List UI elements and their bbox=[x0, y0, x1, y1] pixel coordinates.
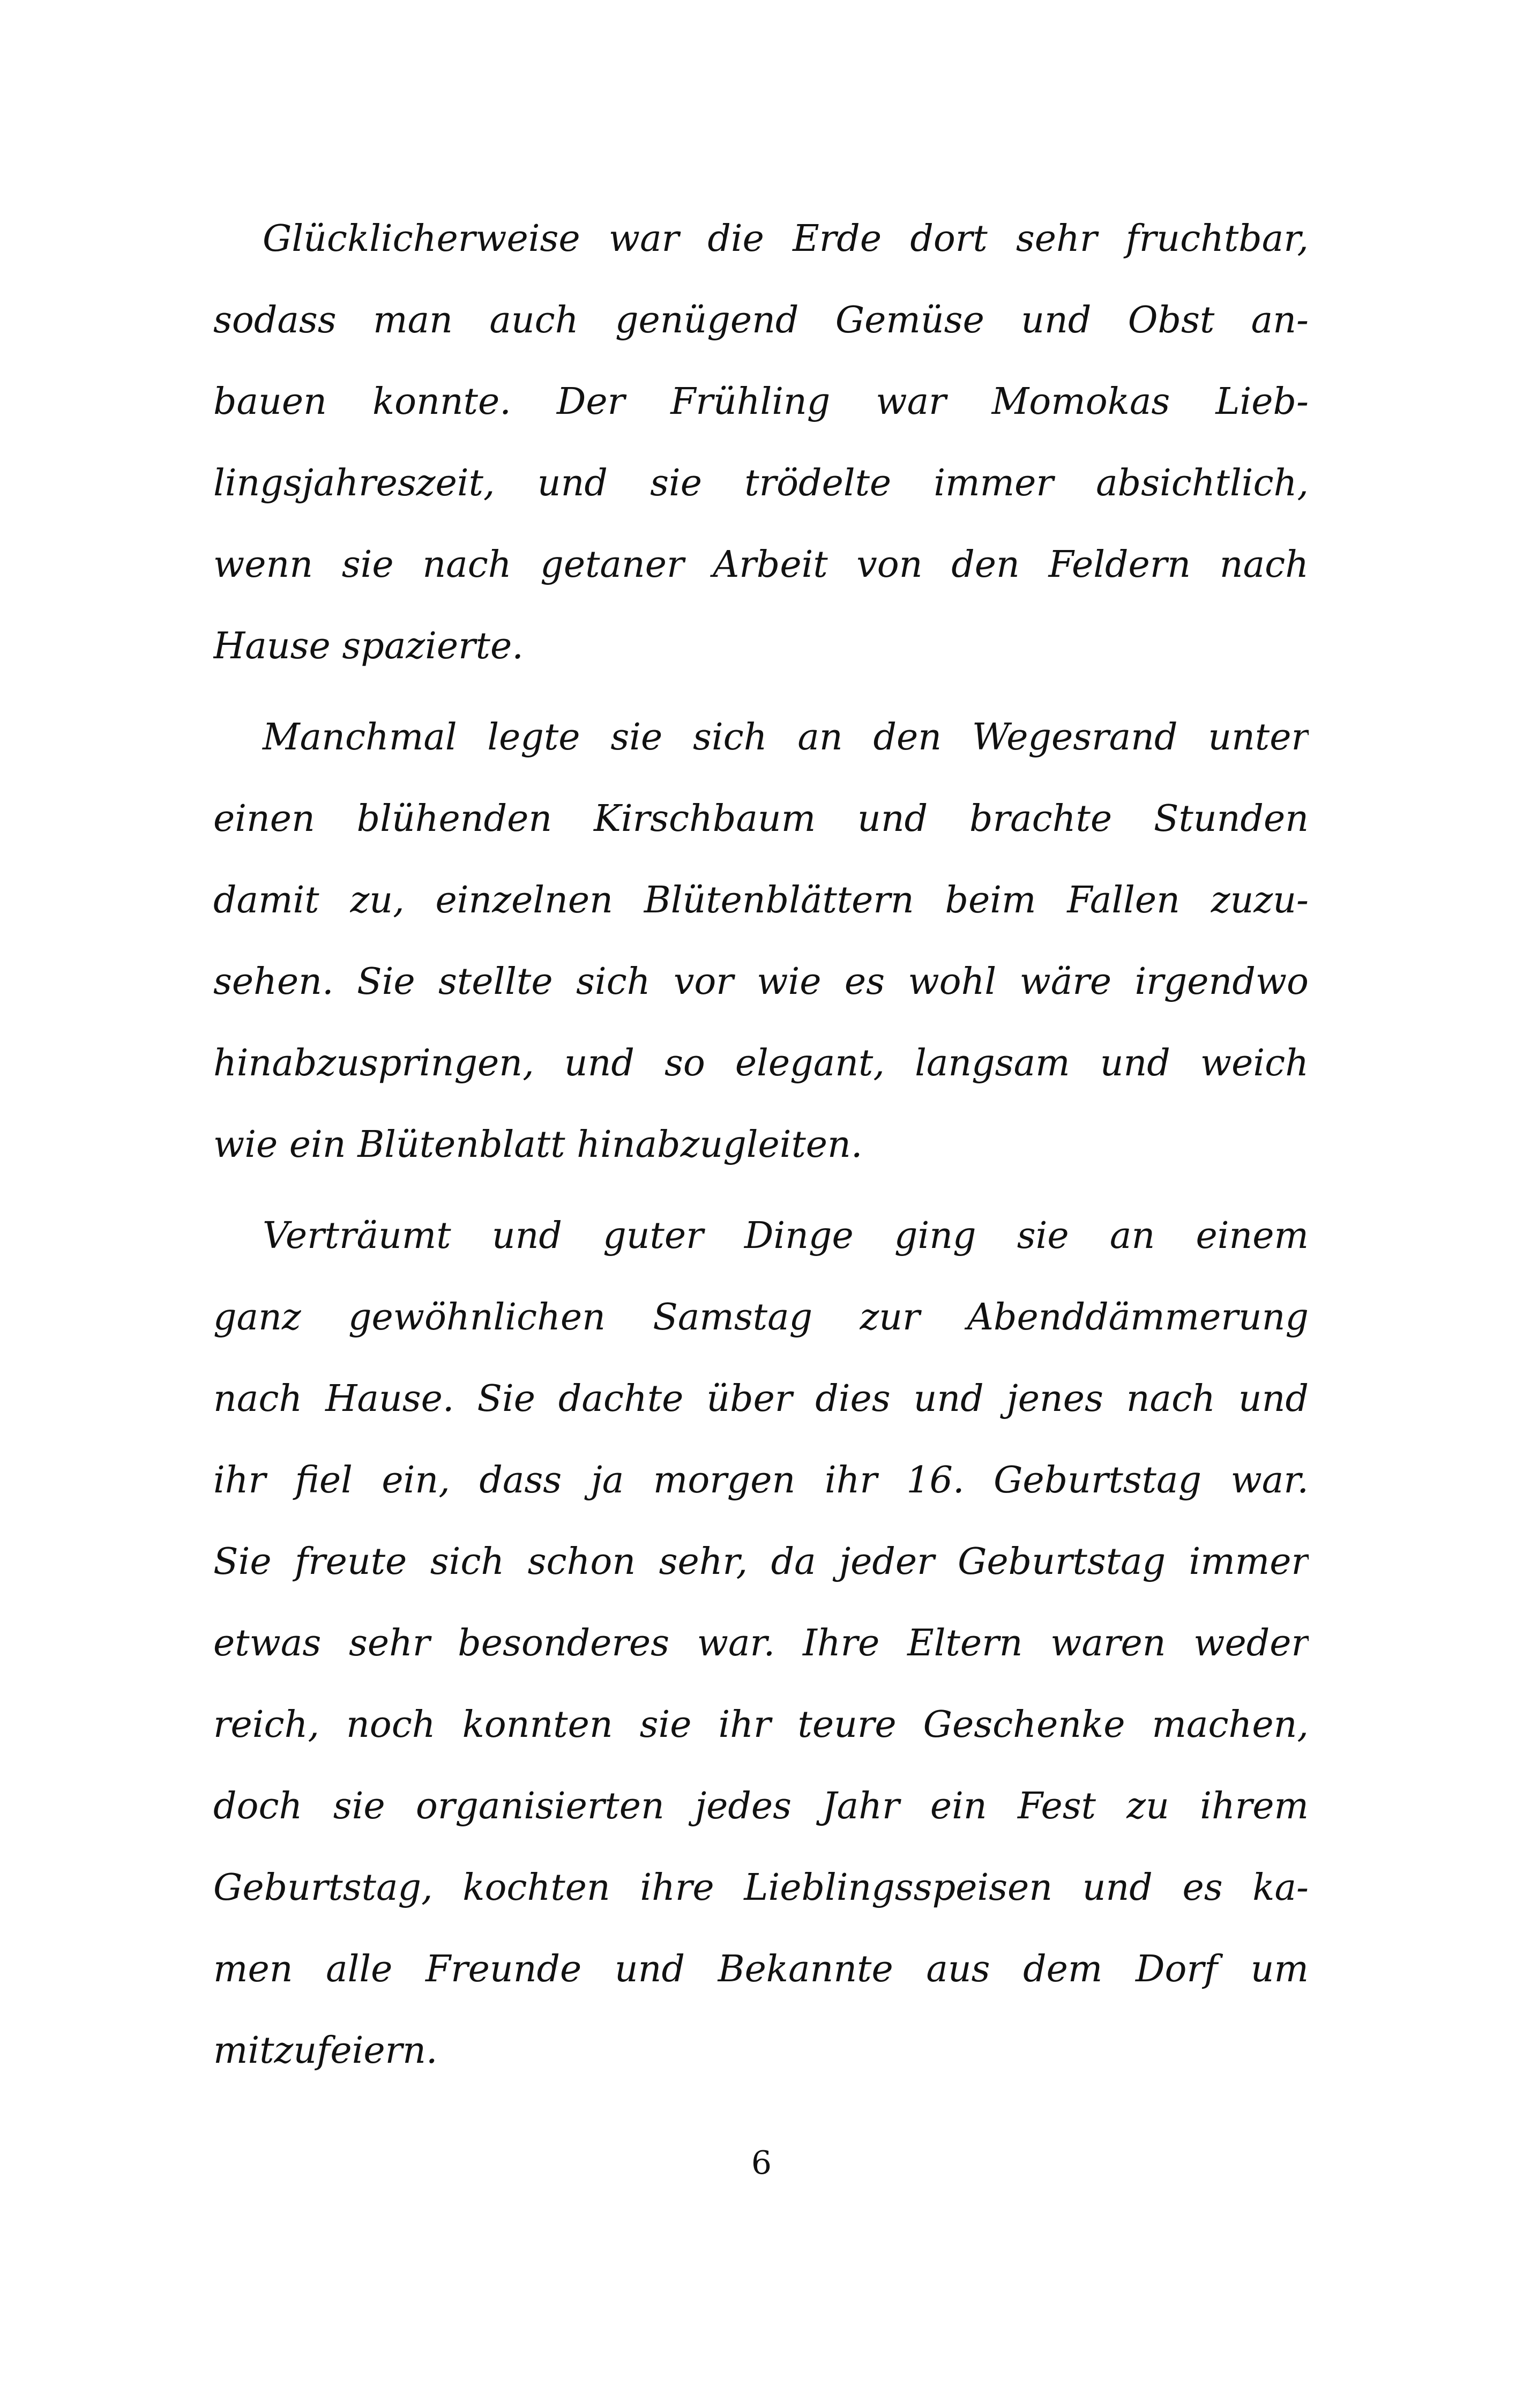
text-line: ganz gewöhnlichen Samstag zur Abenddämmerung bbox=[213, 1296, 1309, 1339]
paragraph-3 bbox=[213, 1195, 1309, 2092]
text-line: Sie freute sich schon sehr, da jeder Geburtstag immer bbox=[213, 1541, 1309, 1583]
text-line: wenn sie nach getaner Arbeit von den Feldern nach bbox=[213, 544, 1309, 586]
text-line: etwas sehr besonderes war. Ihre Eltern waren weder bbox=[213, 1622, 1309, 1664]
page-number: 6 bbox=[751, 2144, 772, 2182]
text-line: Geburtstag, kochten ihre Lieblingsspeisen und es ka- bbox=[213, 1867, 1309, 1909]
body-text bbox=[213, 198, 1309, 2092]
text-line: doch sie organisierten jedes Jahr ein Fest zu ihrem bbox=[213, 1785, 1309, 1827]
text-line: reich, noch konnten sie ihr teure Geschenke machen, bbox=[213, 1704, 1309, 1746]
text-line: damit zu, einzelnen Blütenblättern beim Fallen zuzu- bbox=[213, 879, 1309, 921]
text-line: sehen. Sie stellte sich vor wie es wohl wäre irgendwo bbox=[213, 961, 1309, 1003]
text-line: lingsjahreszeit, und sie trödelte immer absichtlich, bbox=[213, 462, 1309, 504]
text-line: nach Hause. Sie dachte über dies und jenes nach und bbox=[213, 1378, 1309, 1420]
text-line: hinabzuspringen, und so elegant, langsam und weich bbox=[213, 1042, 1309, 1084]
paragraph-1 bbox=[213, 198, 1309, 687]
text-line: wie ein Blütenblatt hinabzugleiten. bbox=[213, 1124, 863, 1166]
text-line: sodass man auch genügend Gemüse und Obst an- bbox=[213, 299, 1309, 341]
paragraph-gap bbox=[213, 687, 1309, 697]
paragraph-gap bbox=[213, 1186, 1309, 1195]
paragraph-2 bbox=[213, 697, 1309, 1186]
text-line: Glücklicherweise war die Erde dort sehr fruchtbar, bbox=[263, 218, 1309, 260]
text-line: Manchmal legte sie sich an den Wegesrand unter bbox=[263, 716, 1309, 759]
text-line: bauen konnte. Der Frühling war Momokas Lieb- bbox=[213, 381, 1309, 423]
text-line: ihr fiel ein, dass ja morgen ihr 16. Geburtstag war. bbox=[213, 1459, 1309, 1502]
text-line: mitzufeiern. bbox=[213, 2030, 438, 2072]
text-line: men alle Freunde und Bekannte aus dem Dorf um bbox=[213, 1948, 1309, 1990]
text-line: Hause spazierte. bbox=[213, 625, 524, 667]
text-line: Verträumt und guter Dinge ging sie an einem bbox=[263, 1215, 1309, 1257]
text-line: einen blühenden Kirschbaum und brachte Stunden bbox=[213, 798, 1309, 840]
